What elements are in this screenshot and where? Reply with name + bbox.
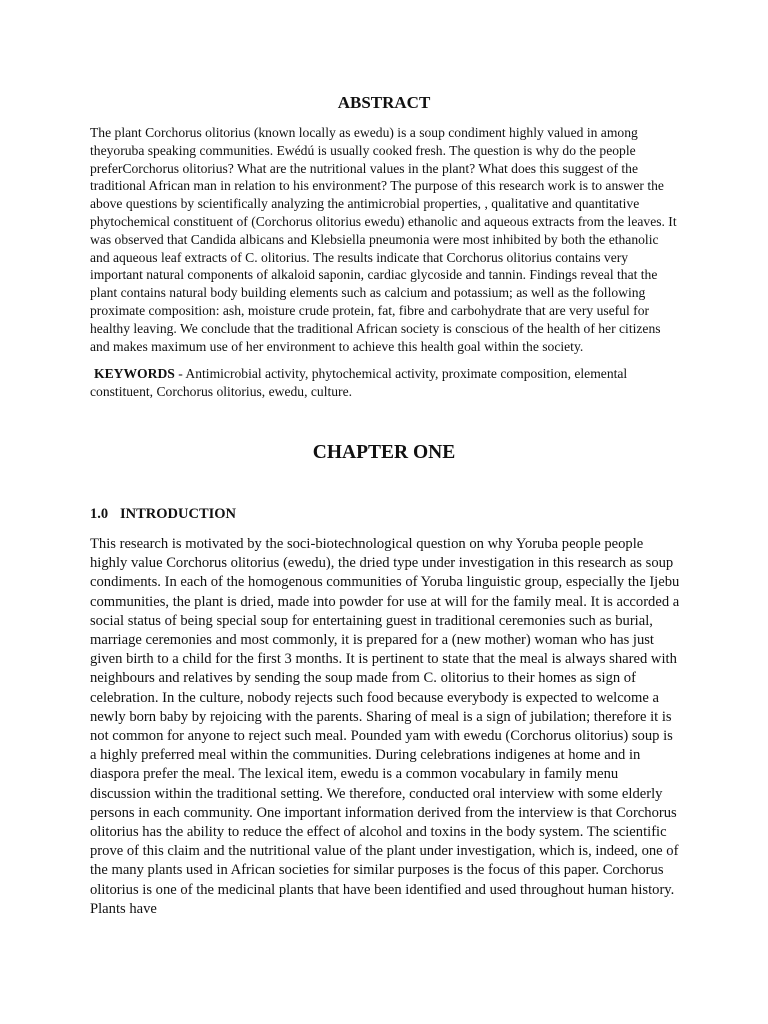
section-number: 1.0	[90, 506, 109, 522]
abstract-heading: ABSTRACT	[337, 93, 431, 112]
abstract-body: The plant Corchorus olitorius (known locally as ewedu) is a soup condiment highly valued in among theyoruba speaking communities. Ewédú is usually cooked fresh. The question is why do the people preferCorchorus olitorius? What are the nutritional values in the plant? What does this suggest of the traditional African man in relation to his environment? The purpose of this research work is to answer the above questions by scientifically analyzing the antimicrobial properties, , qualitative and quantitative phytochemical constituent of (Corchorus olitorius ewedu) ethanolic and aqueous extracts from the leaves. It was observed that Candida albicans and Klebsiella pneumonia were most inhibited by both the ethanolic and aqueous leaf extracts of C. olitorius. The results indicate that Corchorus olitorius contains very important natural components of alkaloid saponin, cardiac glycoside and tannin. Findings reveal that the plant contains natural body building elements such as calcium and potassium; as well as the following proximate composition: ash, moisture crude protein, fat, fibre and carbohydrate that are very useful for healthy leaving. We conclude that the traditional African society is conscious of the health of her citizens and makes maximum use of her environment to achieve this health goal within the society.	[90, 125, 677, 354]
section-heading	[90, 505, 236, 523]
keywords-paragraph	[90, 365, 680, 401]
keywords-label: KEYWORDS	[94, 366, 175, 381]
chapter-title: CHAPTER ONE	[312, 442, 456, 463]
keywords-text: - Antimicrobial activity, phytochemical activity, proximate composition, elemental constituent, Corchorus olitorius, ewedu, culture.	[90, 366, 628, 399]
introduction-body: This research is motivated by the soci-biotechnological question on why Yoruba people people highly value Corchorus olitorius (ewedu), the dried type under investigation in this research as soup condiments. In each of the homogenous communities of Yoruba linguistic group, especially the Ijebu communities, the plant is dried, made into powder for use at will for the family meal. It is accorded a social status of being special soup for entertaining guest in traditional ceremonies such as burial, marriage ceremonies and most commonly, it is prepared for a (new mother) woman who has just given birth to a child for the first 3 months. It is pertinent to state that the meal is always shared with neighbours and relatives by sending the soup made from C. olitorius to their homes as sign of celebration. In the culture, nobody rejects such food because everybody is expected to welcome a newly born baby by rejoicing with the parents. Sharing of meal is a sign of jubilation; therefore it is not common for anyone to reject such meal. Pounded yam with ewedu (Corchorus olitorius) soup is a highly preferred meal within the communities. During celebrations indigenes at home and in diaspora prefer the meal. The lexical item, ewedu is a common vocabulary in family menu discussion within the traditional setting. We therefore, conducted oral interview with some elderly persons in each community. One important information derived from the interview is that Corchorus olitorius has the ability to reduce the effect of alcohol and toxins in the body system. The scientific prove of this claim and the nutritional value of the plant under investigation, which is, indeed, one of the many plants used in African societies for similar purposes is the focus of this paper. Corchorus olitorius is one of the medicinal plants that have been identified and used throughout human history. Plants have	[90, 536, 680, 917]
section-title: INTRODUCTION	[120, 506, 237, 522]
